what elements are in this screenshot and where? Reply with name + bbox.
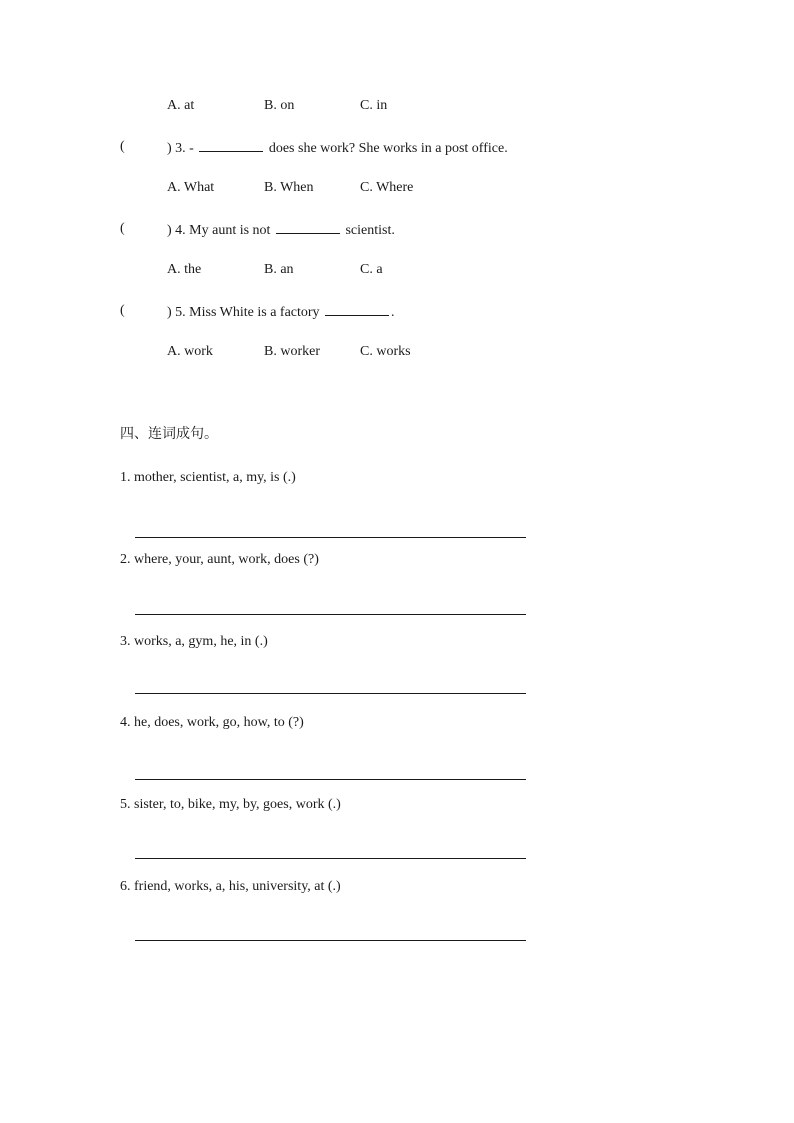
reorder-item-5: 5. sister, to, bike, my, by, goes, work (.) [120, 797, 341, 812]
section-title: 四、连词成句。 [120, 426, 218, 442]
answer-line-1[interactable] [135, 537, 526, 538]
question-text [167, 139, 508, 157]
fill-blank[interactable] [325, 303, 389, 316]
answer-paren: ( [120, 221, 125, 236]
reorder-item-6: 6. friend, works, a, his, university, at (.) [120, 879, 341, 894]
question-suffix: . [391, 305, 395, 320]
question-prefix: ) 5. Miss White is a factory [167, 305, 320, 320]
fill-blank[interactable] [276, 221, 340, 234]
q4-option-a: A. the [167, 262, 202, 277]
answer-line-4[interactable] [135, 779, 526, 780]
reorder-item-1: 1. mother, scientist, a, my, is (.) [120, 470, 296, 485]
answer-paren: ( [120, 303, 125, 318]
question-suffix: scientist. [345, 223, 395, 238]
reorder-item-2: 2. where, your, aunt, work, does (?) [120, 552, 319, 567]
reorder-item-4: 4. he, does, work, go, how, to (?) [120, 715, 304, 730]
fill-blank[interactable] [199, 139, 263, 152]
question-text [167, 303, 395, 321]
q3-option-b: B. When [264, 180, 314, 195]
q2-option-a: A. at [167, 98, 195, 113]
q5-option-a: A. work [167, 344, 213, 359]
q2-option-c: C. in [360, 98, 388, 113]
reorder-item-3: 3. works, a, gym, he, in (.) [120, 634, 268, 649]
question-suffix: does she work? She works in a post office. [268, 141, 508, 156]
answer-line-3[interactable] [135, 693, 526, 694]
question-prefix: ) 3. - [167, 141, 194, 156]
answer-line-6[interactable] [135, 940, 526, 941]
q5-option-b: B. worker [264, 344, 320, 359]
answer-paren: ( [120, 139, 125, 154]
question-text [167, 221, 395, 239]
q2-option-b: B. on [264, 98, 295, 113]
q4-option-b: B. an [264, 262, 294, 277]
q3-option-c: C. Where [360, 180, 414, 195]
q5-option-c: C. works [360, 344, 411, 359]
question-prefix: ) 4. My aunt is not [167, 223, 271, 238]
q4-option-c: C. a [360, 262, 383, 277]
answer-line-5[interactable] [135, 858, 526, 859]
answer-line-2[interactable] [135, 614, 526, 615]
q3-option-a: A. What [167, 180, 215, 195]
